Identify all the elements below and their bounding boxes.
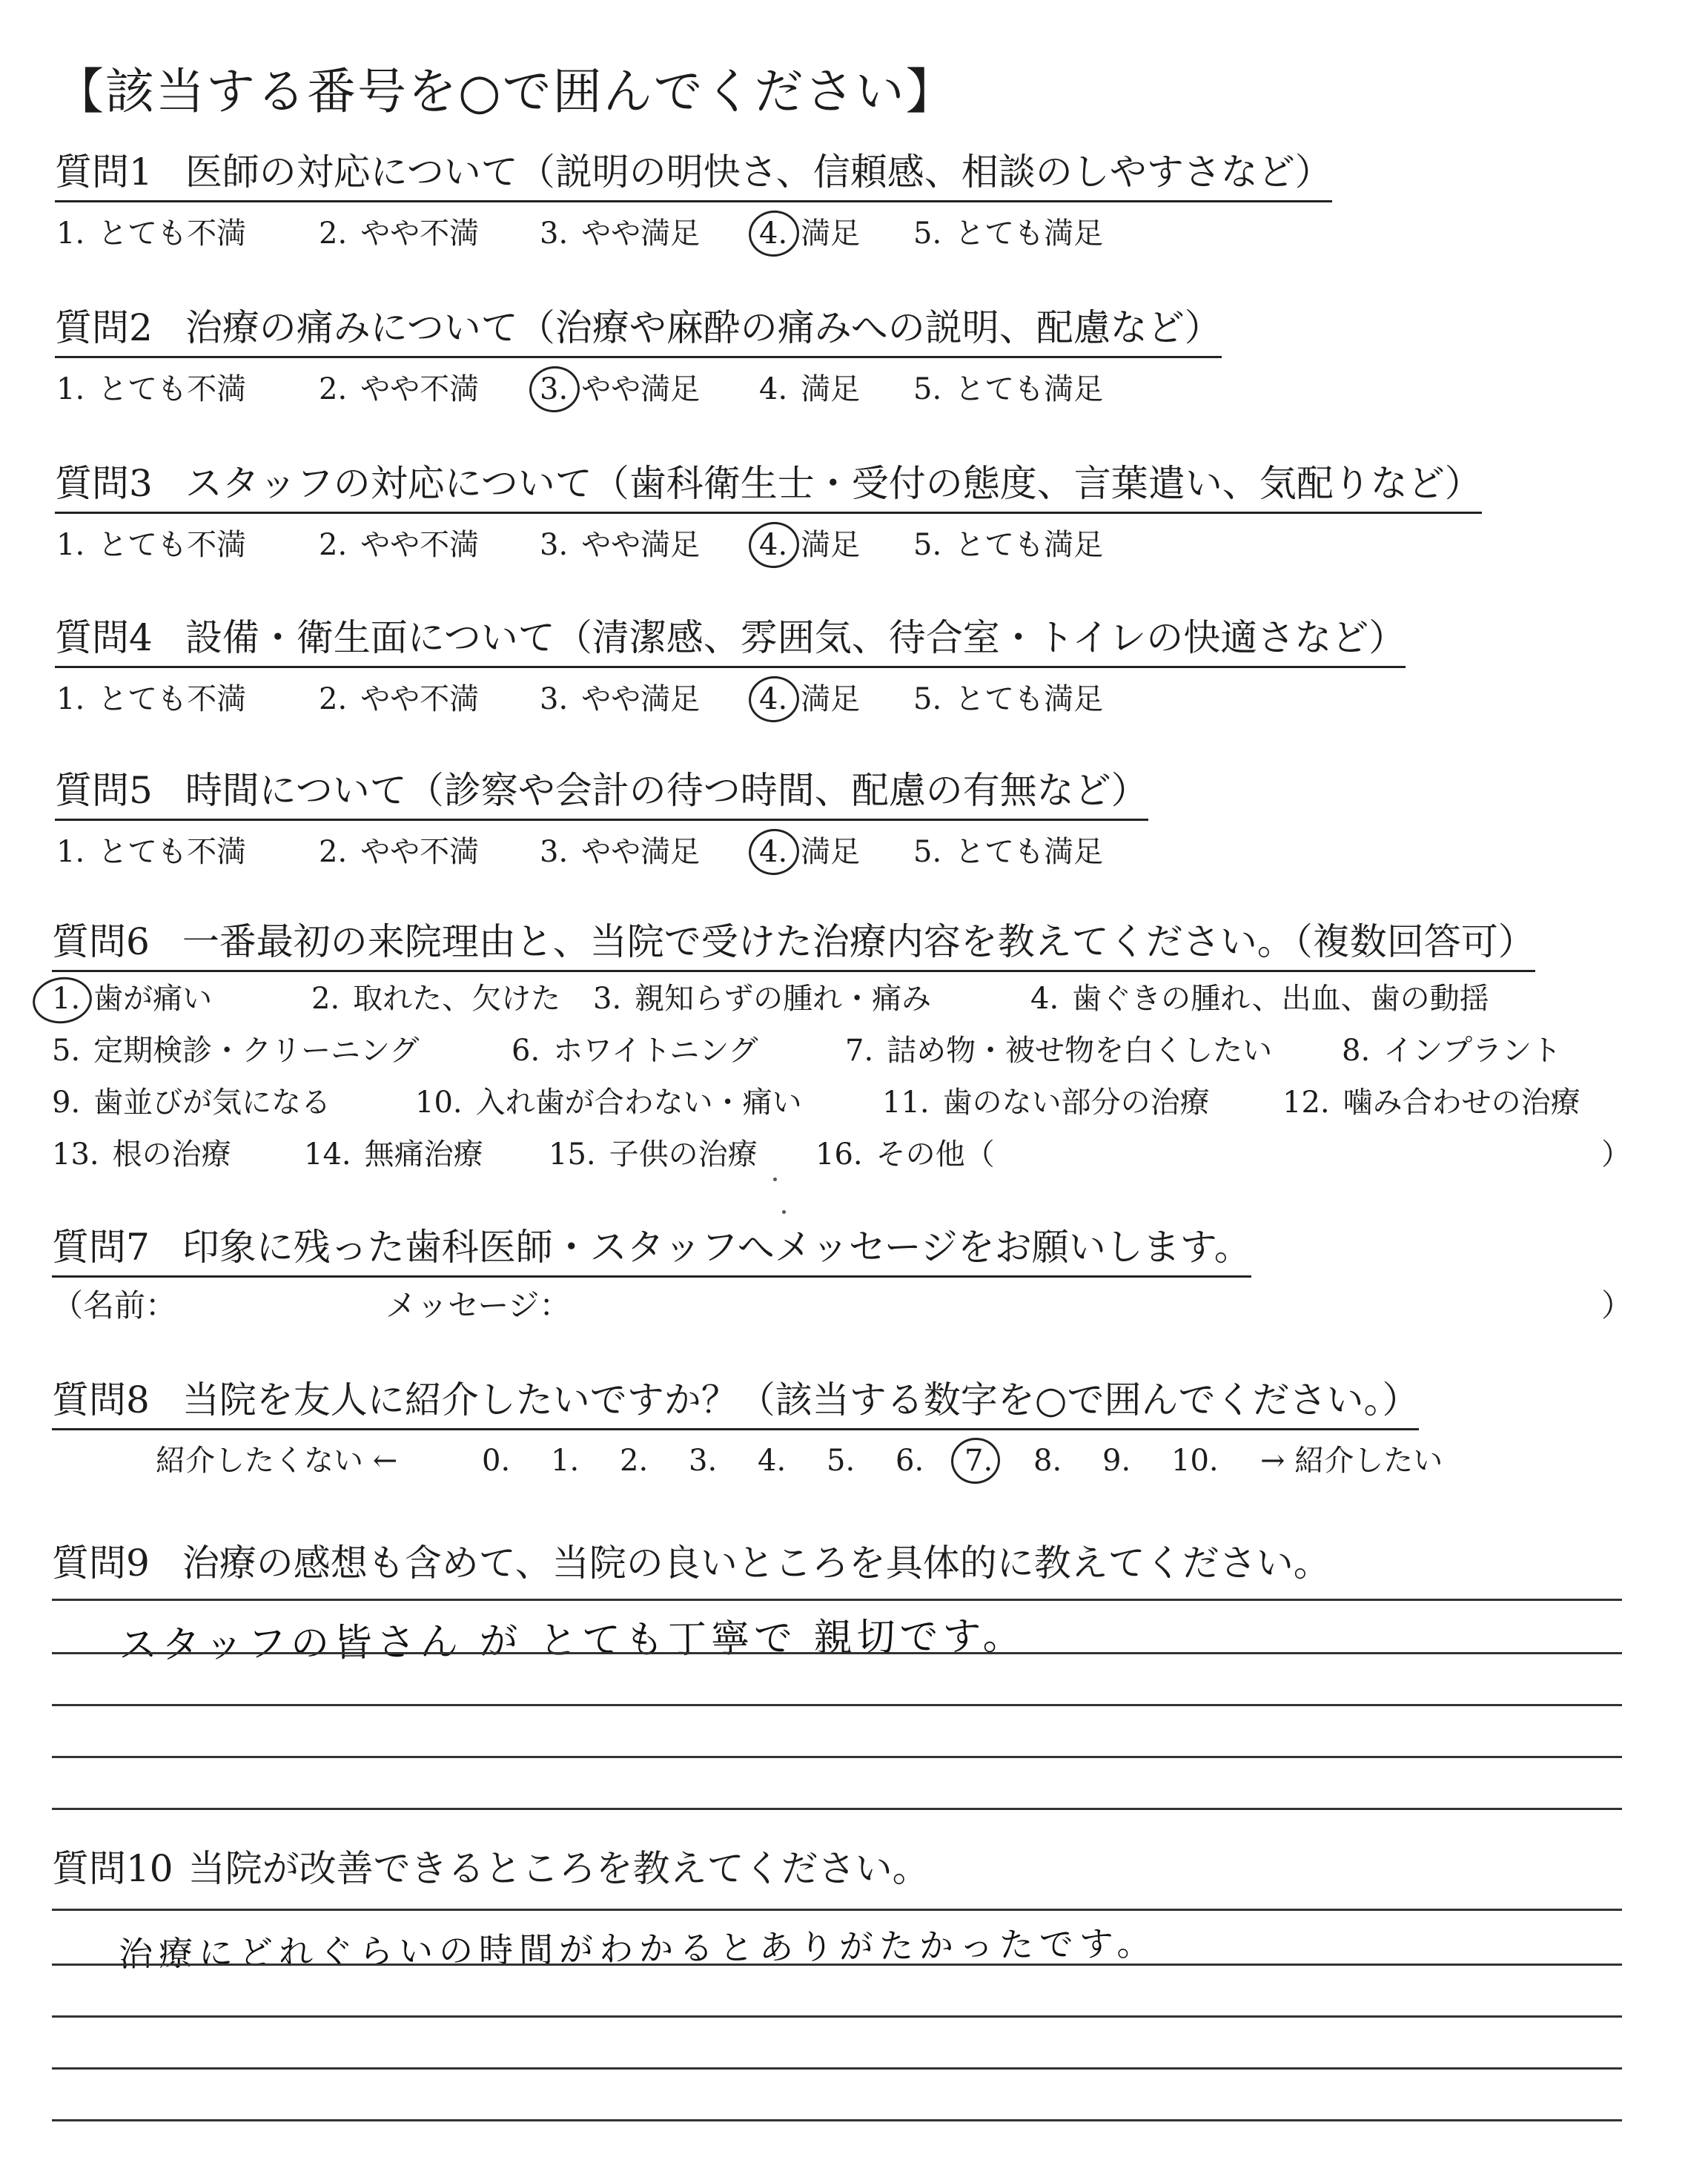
q3-number: 質問3 xyxy=(55,462,153,505)
recommend-score-option[interactable]: 6. xyxy=(896,1444,924,1478)
rating-option[interactable] xyxy=(913,526,1103,564)
rating-option[interactable] xyxy=(319,526,479,564)
option-number: 11. xyxy=(882,1086,930,1120)
q10-heading xyxy=(52,1846,930,1897)
q9-rule xyxy=(52,1756,1622,1758)
option-label: やや満足 xyxy=(581,528,701,562)
option-label: 満足 xyxy=(801,217,861,251)
option-number: 2. xyxy=(319,217,348,251)
option-number: 3. xyxy=(540,528,569,562)
option-label: やや不満 xyxy=(360,835,480,869)
option-number: 3. xyxy=(593,982,622,1016)
q2-heading xyxy=(55,305,1222,358)
option-label: やや不満 xyxy=(360,217,480,251)
q6-option[interactable] xyxy=(1030,980,1489,1017)
option-label: とても満足 xyxy=(955,528,1104,562)
q6-option[interactable] xyxy=(52,1084,331,1121)
option-number: 1. xyxy=(52,982,81,1016)
option-number: 2. xyxy=(319,835,348,869)
option-number: 2. xyxy=(311,982,340,1016)
option-number: 9. xyxy=(52,1086,81,1120)
option-number: 3. xyxy=(540,682,569,716)
option-label: やや満足 xyxy=(581,835,701,869)
rating-option[interactable] xyxy=(913,681,1103,718)
option-label: とても不満 xyxy=(98,528,247,562)
rating-option[interactable] xyxy=(913,371,1103,408)
q6-close-paren: ） xyxy=(1601,1137,1631,1172)
option-number: 5. xyxy=(913,217,942,251)
option-label: 無痛治療 xyxy=(364,1137,483,1172)
option-number: 3. xyxy=(540,372,569,406)
option-number: 2. xyxy=(319,528,348,562)
option-label: やや不満 xyxy=(360,682,480,716)
q5-heading xyxy=(55,768,1148,821)
option-number: 16. xyxy=(815,1137,863,1172)
option-number: 4. xyxy=(759,217,788,251)
q6-option[interactable] xyxy=(549,1136,758,1173)
q6-number: 質問6 xyxy=(52,920,150,963)
recommend-score-option[interactable]: 3. xyxy=(689,1444,718,1478)
rating-option[interactable] xyxy=(56,833,246,871)
option-label: 満足 xyxy=(801,372,861,406)
option-number: 4. xyxy=(759,835,788,869)
option-label: 噛み合わせの治療 xyxy=(1343,1086,1580,1120)
option-number: 15. xyxy=(549,1137,596,1172)
option-number: 1. xyxy=(56,217,85,251)
option-number: 1. xyxy=(56,682,85,716)
option-number: 10. xyxy=(415,1086,463,1120)
option-label: やや満足 xyxy=(581,682,701,716)
q10-rule xyxy=(52,2015,1622,2018)
option-number: 14. xyxy=(304,1137,351,1172)
q8-text: 当院を友人に紹介したいですか？（該当する数字を○で囲んでください。） xyxy=(182,1378,1420,1421)
recommend-score-option[interactable]: 10. xyxy=(1171,1444,1219,1478)
q1-heading xyxy=(55,150,1332,202)
stray-mark xyxy=(782,1210,786,1214)
rating-option[interactable] xyxy=(913,215,1103,252)
q9-rule xyxy=(52,1599,1622,1601)
option-label: とても不満 xyxy=(98,372,247,406)
q10-rule xyxy=(52,1964,1622,1966)
option-label: やや満足 xyxy=(581,217,701,251)
recommend-score-option[interactable]: 4. xyxy=(758,1444,787,1478)
option-number: 5. xyxy=(913,835,942,869)
option-number: 4. xyxy=(759,528,788,562)
q10-rule xyxy=(52,2119,1622,2121)
q10-number: 質問10 xyxy=(52,1847,173,1890)
rating-option[interactable] xyxy=(540,526,700,564)
option-number: 6. xyxy=(512,1034,540,1068)
q6-option[interactable] xyxy=(593,980,931,1017)
option-number: 2. xyxy=(319,372,348,406)
option-label: 子供の治療 xyxy=(609,1137,758,1172)
q8-left-label: 紹介したくない ← xyxy=(156,1444,398,1478)
q6-option[interactable] xyxy=(52,1032,419,1069)
option-number: 5. xyxy=(913,528,942,562)
option-number: 12. xyxy=(1282,1086,1330,1120)
recommend-score-option[interactable]: 8. xyxy=(1033,1444,1062,1478)
rating-option[interactable] xyxy=(319,833,479,871)
option-label: 満足 xyxy=(801,682,861,716)
option-number: 3. xyxy=(540,217,569,251)
option-label: 取れた、欠けた xyxy=(353,982,561,1016)
rating-option[interactable] xyxy=(913,833,1103,871)
option-label: とても不満 xyxy=(98,682,247,716)
option-number: 7. xyxy=(845,1034,874,1068)
q10-rule xyxy=(52,2067,1622,2070)
option-label: 詰め物・被せ物を白くしたい xyxy=(887,1034,1273,1068)
option-label: とても満足 xyxy=(955,217,1104,251)
stray-mark xyxy=(773,1178,777,1181)
recommend-score-option[interactable]: 0. xyxy=(482,1444,511,1478)
option-label: 定期検診・クリーニング xyxy=(93,1034,420,1068)
q2-number: 質問2 xyxy=(55,306,153,349)
rating-option[interactable] xyxy=(540,681,700,718)
q3-text: スタッフの対応について（歯科衛生士・受付の態度、言葉遣い、気配りなど） xyxy=(185,462,1482,505)
q9-heading xyxy=(52,1541,1331,1591)
option-number: 1. xyxy=(56,528,85,562)
option-label: 満足 xyxy=(801,835,861,869)
q7-heading xyxy=(52,1225,1251,1278)
recommend-score-option[interactable]: 5. xyxy=(827,1444,855,1478)
option-number: 4. xyxy=(759,372,788,406)
q1-number: 質問1 xyxy=(55,151,153,194)
option-label: とても満足 xyxy=(955,682,1104,716)
q9-rule xyxy=(52,1808,1622,1810)
q6-option[interactable] xyxy=(415,1084,802,1121)
option-number: 1. xyxy=(56,372,85,406)
option-label: やや満足 xyxy=(581,372,701,406)
option-number: 5. xyxy=(913,682,942,716)
option-label: とても不満 xyxy=(98,217,247,251)
q9-number: 質問9 xyxy=(52,1542,150,1585)
option-label: インプラント xyxy=(1383,1034,1562,1068)
option-label: とても不満 xyxy=(98,835,247,869)
q8-right-label: → 紹介したい xyxy=(1260,1444,1443,1478)
q10-handwritten-answer: 治療にどれぐらいの時間がわかるとありがたかったです。 xyxy=(118,1923,1157,1975)
rating-option[interactable] xyxy=(540,833,700,871)
option-label: 歯ぐきの腫れ、出血、歯の動揺 xyxy=(1072,982,1489,1016)
option-number: 8. xyxy=(1342,1034,1371,1068)
option-label: 入れ歯が合わない・痛い xyxy=(475,1086,802,1120)
option-label: 歯のない部分の治療 xyxy=(942,1086,1210,1120)
option-label: 親知らずの腫れ・痛み xyxy=(635,982,932,1016)
option-number: 2. xyxy=(319,682,348,716)
option-label: 満足 xyxy=(801,528,861,562)
option-label: その他（ xyxy=(875,1137,995,1172)
option-number: 4. xyxy=(759,682,788,716)
option-label: やや不満 xyxy=(360,372,480,406)
q10-text: 当院が改善できるところを教えてください。 xyxy=(188,1847,930,1890)
rating-option[interactable] xyxy=(56,371,246,408)
rating-option[interactable] xyxy=(56,526,246,564)
recommend-score-option[interactable]: 9. xyxy=(1102,1444,1131,1478)
recommend-score-option[interactable]: 2. xyxy=(620,1444,649,1478)
q4-heading xyxy=(55,615,1406,668)
recommend-score-option[interactable]: 1. xyxy=(551,1444,580,1478)
option-label: 歯が痛い xyxy=(93,982,213,1016)
rating-option[interactable] xyxy=(56,681,246,718)
q1-text: 医師の対応について（説明の明快さ、信頼感、相談のしやすさなど） xyxy=(185,151,1332,194)
q4-text: 設備・衛生面について（清潔感、雰囲気、待合室・トイレの快適さなど） xyxy=(185,616,1406,659)
q5-number: 質問5 xyxy=(55,769,153,812)
q6-option[interactable] xyxy=(52,1136,231,1173)
page-title: 【該当する番号を○で囲んでください】 xyxy=(55,63,956,120)
q7-text: 印象に残った歯科医師・スタッフへメッセージをお願いします。 xyxy=(182,1226,1251,1269)
q5-text: 時間について（診察や会計の待つ時間、配慮の有無など） xyxy=(185,769,1148,812)
q6-option[interactable] xyxy=(1282,1084,1580,1121)
option-number: 1. xyxy=(56,835,85,869)
option-label: ホワイトニング xyxy=(553,1034,758,1068)
q6-option[interactable] xyxy=(815,1136,995,1173)
q6-option[interactable] xyxy=(845,1032,1272,1069)
option-number: 4. xyxy=(1030,982,1059,1016)
option-label: 歯並びが気になる xyxy=(93,1086,331,1120)
q6-option[interactable] xyxy=(304,1136,483,1173)
q4-number: 質問4 xyxy=(55,616,153,659)
q7-number: 質問7 xyxy=(52,1226,150,1269)
rating-option[interactable] xyxy=(319,215,479,252)
option-label: とても満足 xyxy=(955,372,1104,406)
q6-option[interactable] xyxy=(882,1084,1210,1121)
q7-message-label: メッセージ： xyxy=(385,1287,571,1324)
q7-close-paren: ） xyxy=(1601,1287,1633,1324)
q10-rule xyxy=(52,1909,1622,1911)
q9-text: 治療の感想も含めて、当院の良いところを具体的に教えてください。 xyxy=(182,1542,1331,1585)
q7-name-label: （名前： xyxy=(52,1287,177,1324)
q9-rule xyxy=(52,1704,1622,1706)
option-number: 3. xyxy=(540,835,569,869)
option-number: 5. xyxy=(52,1034,81,1068)
q9-rule xyxy=(52,1652,1622,1654)
option-label: とても満足 xyxy=(955,835,1104,869)
q8-heading xyxy=(52,1378,1419,1430)
q2-text: 治療の痛みについて（治療や麻酔の痛みへの説明、配慮など） xyxy=(185,306,1222,349)
q8-number: 質問8 xyxy=(52,1378,150,1421)
option-label: 根の治療 xyxy=(112,1137,231,1172)
rating-option[interactable] xyxy=(540,215,700,252)
rating-option[interactable] xyxy=(319,371,479,408)
option-label: やや不満 xyxy=(360,528,480,562)
option-number: 13. xyxy=(52,1137,99,1172)
recommend-score-option[interactable]: 7. xyxy=(964,1444,993,1478)
q6-option[interactable] xyxy=(311,980,560,1017)
q6-text: 一番最初の来院理由と、当院で受けた治療内容を教えてください。（複数回答可） xyxy=(182,920,1535,963)
q3-heading xyxy=(55,461,1482,514)
rating-option[interactable] xyxy=(319,681,479,718)
q9-handwritten-answer: スタッフの皆さん が とても丁寧で 親切です。 xyxy=(118,1614,1026,1668)
selection-circle xyxy=(948,1435,1003,1487)
option-number: 5. xyxy=(913,372,942,406)
q6-option[interactable] xyxy=(1342,1032,1561,1069)
rating-option[interactable] xyxy=(759,371,860,408)
rating-option[interactable] xyxy=(56,215,246,252)
q6-option[interactable] xyxy=(512,1032,758,1069)
q6-heading xyxy=(52,919,1535,972)
